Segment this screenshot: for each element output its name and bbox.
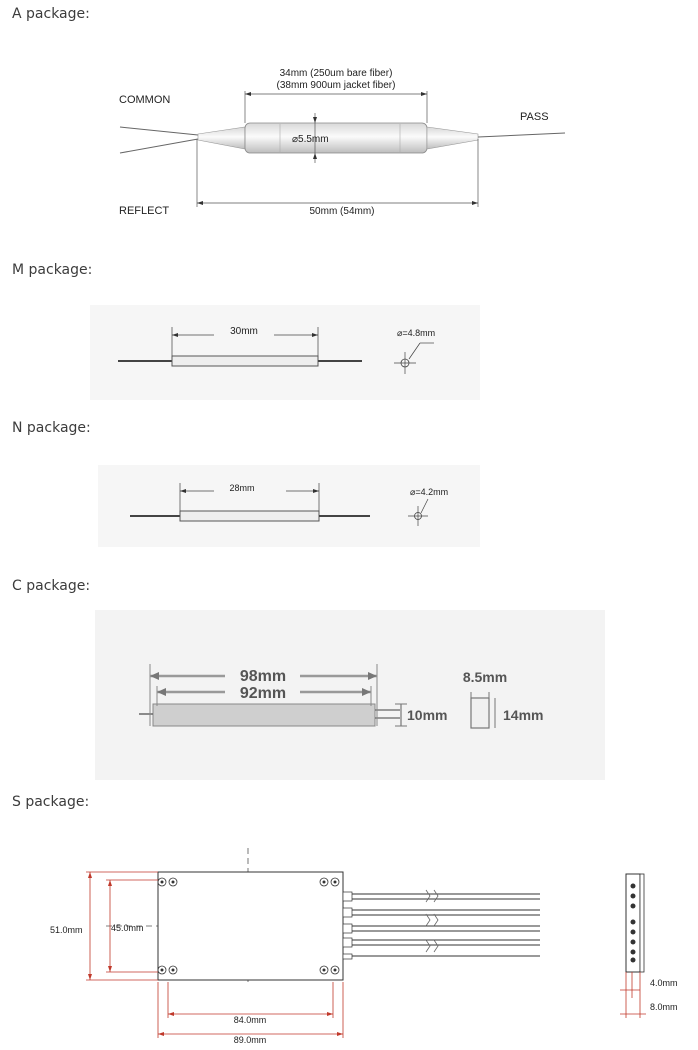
n-dim-diameter: ⌀=4.2mm [410,487,449,497]
c-body [153,704,375,726]
s-dim-side-outer: 8.0mm [650,1002,678,1012]
a-package-diagram [110,55,570,225]
a-fiber-pass [478,133,565,137]
a-package-title: A package: [12,6,90,22]
n-package-diagram [98,465,480,547]
a-fiber-reflect [120,139,198,153]
n-package-title: N package: [12,420,91,436]
c-dim-width: 8.5mm [462,669,508,685]
a-dim-top-line1: 34mm (250um bare fiber) [279,68,393,79]
m-body [172,356,318,366]
a-right-boot [427,127,478,149]
s-dim-inner-height: 45.0mm [111,923,144,933]
m-package-title: M package: [12,262,93,278]
c-dim-depth: 14mm [503,707,544,723]
s-body [158,872,343,980]
s-dim-outer-width: 89.0mm [233,1035,267,1045]
n-body [180,511,319,521]
a-dim-diameter: ⌀5.5mm [292,134,329,145]
c-dim-inner: 92mm [239,685,287,702]
a-dim-top-line2: (38mm 900um jacket fiber) [276,80,396,91]
s-dim-side-inner: 4.0mm [650,978,678,988]
s-package-title: S package: [12,794,90,810]
a-label-pass: PASS [520,111,549,123]
c-dim-outer: 98mm [239,668,287,685]
a-dim-bottom: 50mm (54mm) [309,206,375,217]
n-dim-length: 28mm [229,483,255,493]
s-fibers [343,894,540,956]
s-package-diagram [40,840,690,1050]
c-package-title: C package: [12,578,91,594]
c-dim-height: 10mm [407,707,448,723]
a-label-common: COMMON [119,94,171,106]
m-dim-diameter: ⌀=4.8mm [397,328,436,338]
s-dim-inner-width: 84.0mm [233,1015,267,1025]
m-dim-length: 30mm [230,326,258,337]
c-package-diagram [95,610,605,780]
a-label-reflect: REFLECT [119,205,170,217]
a-fiber-common [120,127,198,135]
a-left-boot [198,127,245,149]
m-package-diagram [90,305,480,400]
c-end-view [471,698,489,728]
s-dim-outer-height: 51.0mm [50,925,83,935]
